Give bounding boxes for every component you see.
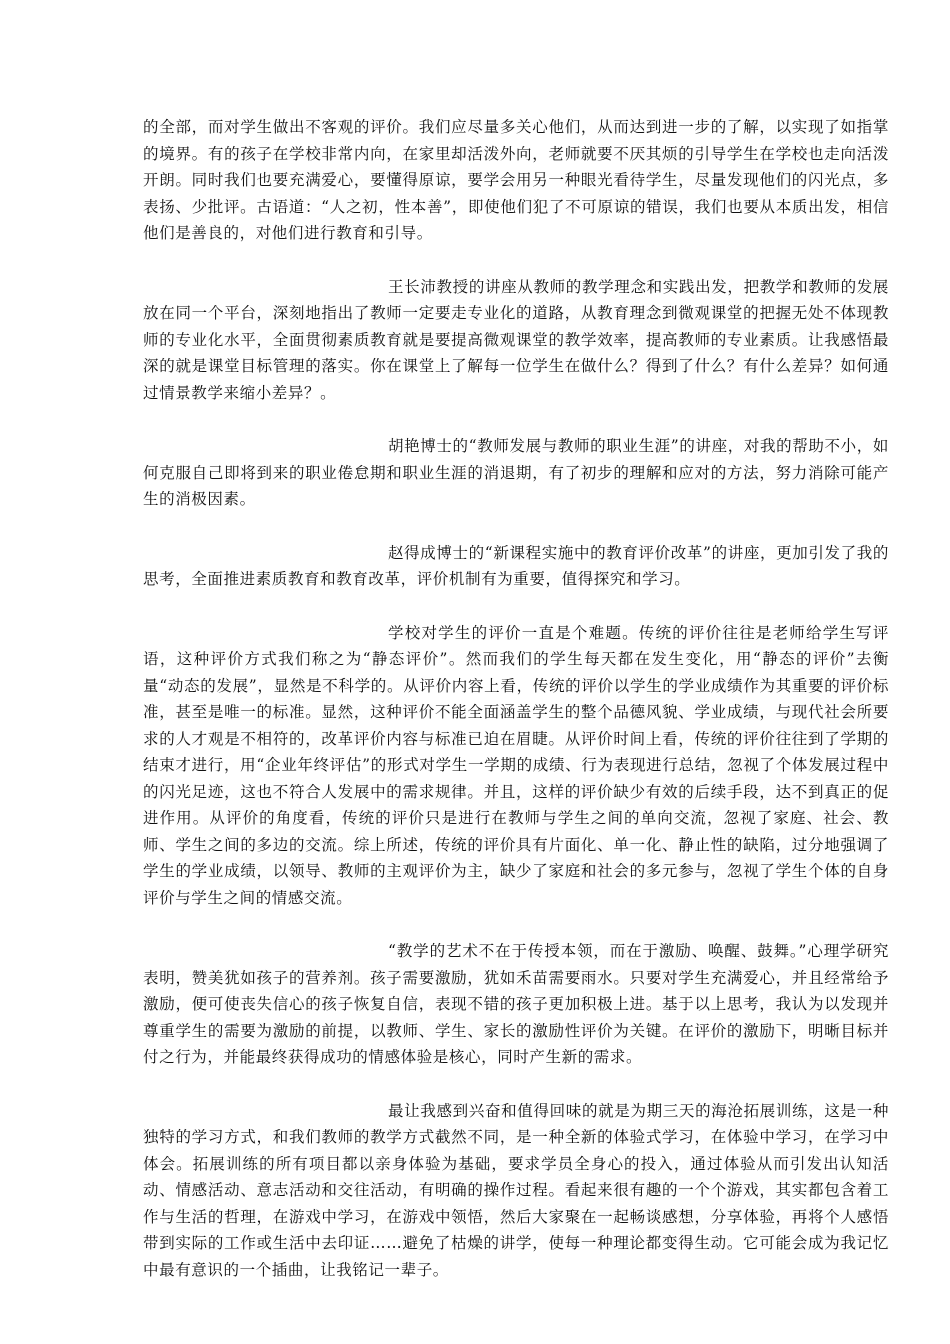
paragraph-wang-lecture: 王长沛教授的讲座从教师的教学理念和实践出发，把教学和教师的发展放在同一个平台，深刻地指出了教师一定要走专业化的道路，从教育理念到微观课堂的把握无处不体现教师的专业化水平，全面贯彻素质教育就是要提高微观课堂的教学效率，提高教师的专业素质。让我感悟最深的就是课堂目标管理的落实。你在课堂上了解每一位学生在做什么？得到了什么？有什么差异？如何通过情景教学来缩小差异？。 [143,277,889,402]
paragraph-evaluation: 学校对学生的评价一直是个难题。传统的评价往往是老师给学生写评语，这种评价方式我们称之为“静态评价”。然而我们的学生每天都在发生变化，用“静态的评价”去衡量“动态的发展”，显然是不科学的。从评价内容上看，传统的评价以学生的学业成绩作为其重要的评价标准，甚至是唯一的标准。显然，这种评价不能全面涵盖学生的整个品德风貌、学业成绩，与现代社会所要求的人才观是不相符的，改革评价内容与标准已迫在眉睫。从评价时间上看，传统的评价往往到了学期的结束才进行，用“企业年终评估”的形式对学生一学期的成绩、行为表现进行总结，忽视了个体发展过程中的闪光足迹，这也不符合人发展中的需求规律。并且，这样的评价缺少有效的后续手段，达不到真正的促进作用。从评价的角度看，传统的评价只是进行在教师与学生之间的单向交流，忽视了家庭、社会、教师、学生之间的多边的交流。综上所述，传统的评价具有片面化、单一化、静止性的缺陷，过分地强调了学生的学业成绩，以领导、教师的主观评价为主，缺少了家庭和社会的多元参与，忽视了学生个体的自身评价与学生之间的情感交流。 [143,623,889,907]
paragraph-hu-lecture: 胡艳博士的“教师发展与教师的职业生涯”的讲座，对我的帮助不小，如何克服自己即将到来的职业倦怠期和职业生涯的消退期，有了初步的理解和应对的方法，努力消除可能产生的消极因素。 [143,437,889,508]
paragraph-continued: 的全部，而对学生做出不客观的评价。我们应尽量多关心他们，从而达到进一步的了解，以实现了如指掌的境界。有的孩子在学校非常内向，在家里却活泼外向，老师就要不厌其烦的引导学生在学校也走向活泼开朗。同时我们也要充满爱心，要懂得原谅，要学会用另一种眼光看待学生，尽量发现他们的闪光点，多表扬、少批评。古语道：“人之初，性本善”，即使他们犯了不可原谅的错误，我们也要从本质出发，相信他们是善良的，对他们进行教育和引导。 [143,118,889,242]
paragraph-zhao-lecture: 赵得成博士的“新课程实施中的教育评价改革”的讲座，更加引发了我的思考，全面推进素质教育和教育改革，评价机制有为重要，值得探究和学习。 [143,543,889,588]
paragraph-motivation: “教学的艺术不在于传授本领，而在于激励、唤醒、鼓舞。”心理学研究表明，赞美犹如孩子的营养剂。孩子需要激励，犹如禾苗需要雨水。只要对学生充满爱心，并且经常给予激励，便可使丧失信心的孩子恢复自信，表现不错的孩子更加积极上进。基于以上思考，我认为以发现并尊重学生的需要为激励的前提，以教师、学生、家长的激励性评价为关键。在评价的激励下，明晰目标并付之行为，并能最终获得成功的情感体验是核心，同时产生新的需求。 [143,942,889,1066]
document-body [143,114,889,1310]
paragraph-outdoor-training: 最让我感到兴奋和值得回味的就是为期三天的海沧拓展训练，这是一种独特的学习方式，和我们教师的教学方式截然不同，是一种全新的体验式学习，在体验中学习，在学习中体会。拓展训练的所有项目都以亲身体验为基础，要求学员全身心的投入，通过体验从而引发出认知活动、情感活动、意志活动和交往活动，有明确的操作过程。看起来很有趣的一个个游戏，其实都包含着工作与生活的哲理，在游戏中学习，在游戏中领悟，然后大家聚在一起畅谈感想，分享体验，再将个人感悟带到实际的工作或生活中去印证……避免了枯燥的讲学，使每一种理论都变得生动。它可能会成为我记忆中最有意识的一个插曲，让我铭记一辈子。 [143,1101,889,1279]
